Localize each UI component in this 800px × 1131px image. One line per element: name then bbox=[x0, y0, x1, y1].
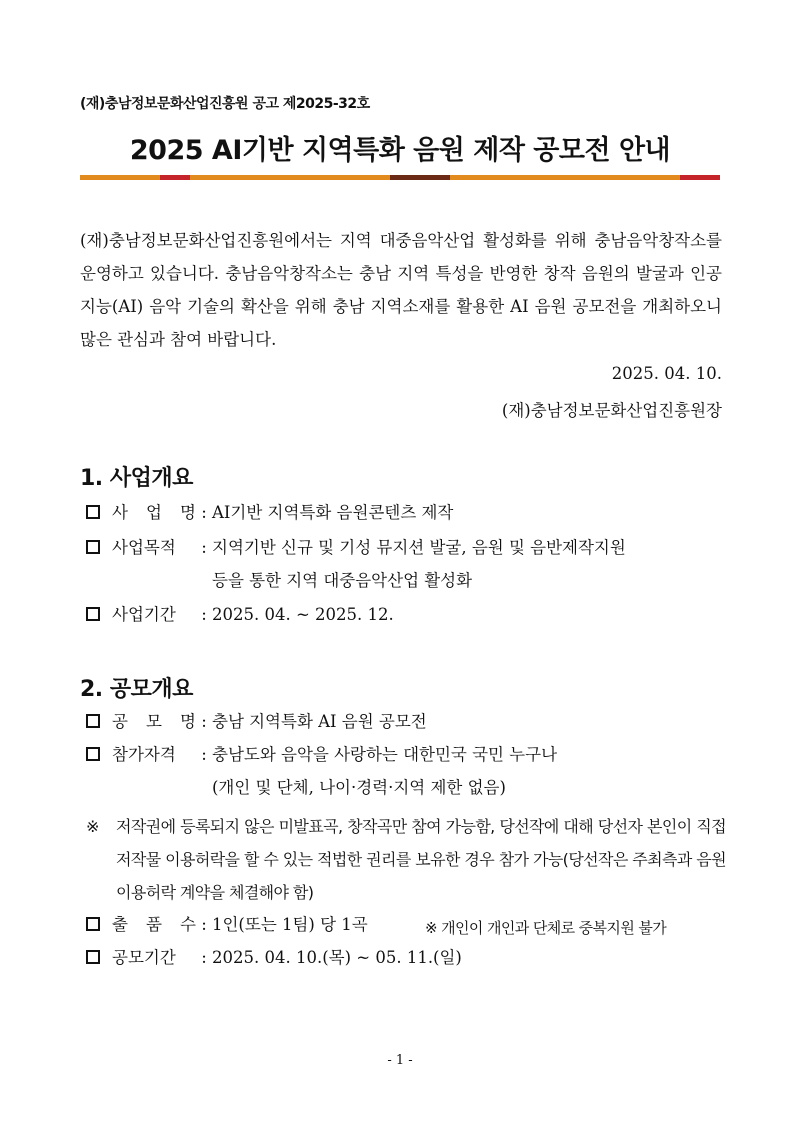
note-text: 저작권에 등록되지 않은 미발표곡, 창작곡만 참여 가능함, 당선작에 대해 당선자 본인이 직접 저작물 이용허락을 할 수 있는 적법한 권리를 보유한 경우 참가 가능(당선작은 주최측과 음원 이용허락 계약을 체결해야 함) bbox=[116, 817, 726, 902]
list-item bbox=[86, 943, 726, 973]
intro-paragraph: (재)충남정보문화산업진흥원에서는 지역 대중음악산업 활성화를 위해 충남음악창작소를 운영하고 있습니다. 충남음악창작소는 충남 지역 특성을 반영한 창작 음원의 발굴과 인공지능(AI) 음악 기술의 확산을 위해 충남 지역소재를 활용한 AI 음원 공모전을 개최하오니 많은 관심과 참여 바랍니다. bbox=[80, 231, 722, 349]
item-label: 공모기간 bbox=[112, 948, 176, 967]
checkbox-square-icon bbox=[86, 917, 100, 931]
rule-segment bbox=[680, 175, 720, 180]
item-label: 사 업 명 bbox=[112, 503, 196, 522]
note-mark: ※ bbox=[86, 817, 99, 836]
item-value-continued: 등을 통한 지역 대중음악산업 활성화 bbox=[212, 571, 473, 590]
checkbox-square-icon bbox=[86, 747, 100, 761]
item-label: 참가자격 bbox=[112, 745, 176, 764]
list-item bbox=[86, 498, 726, 528]
checkbox-square-icon bbox=[86, 540, 100, 554]
item-value: 충남 지역특화 AI 음원 공모전 bbox=[212, 712, 427, 731]
issuer-name: (재)충남정보문화산업진흥원장 bbox=[501, 401, 722, 420]
colon: : bbox=[201, 915, 207, 934]
notice-number: (재)충남정보문화산업진흥원 공고 제2025-32호 bbox=[80, 96, 370, 112]
document-title: 2025 AI기반 지역특화 음원 제작 공모전 안내 bbox=[129, 135, 671, 166]
item-label: 사업목적 bbox=[112, 538, 176, 557]
checkbox-square-icon bbox=[86, 714, 100, 728]
list-item bbox=[86, 600, 726, 630]
colon: : bbox=[201, 745, 207, 764]
item-value: 충남도와 음악을 사랑하는 대한민국 국민 누구나 bbox=[212, 745, 558, 764]
rule-segment bbox=[190, 175, 390, 180]
copyright-note bbox=[86, 810, 726, 909]
colon: : bbox=[201, 712, 207, 731]
colon: : bbox=[201, 538, 207, 557]
item-label: 공 모 명 bbox=[112, 712, 196, 731]
item-label: 사업기간 bbox=[112, 605, 176, 624]
rule-segment bbox=[80, 175, 160, 180]
title-underline bbox=[80, 175, 720, 180]
checkbox-square-icon bbox=[86, 607, 100, 621]
duplicate-entry-note: ※ 개인이 개인과 단체로 중복지원 불가 bbox=[425, 919, 667, 937]
item-value-continued: (개인 및 단체, 나이·경력·지역 제한 없음) bbox=[212, 778, 506, 797]
colon: : bbox=[201, 503, 207, 522]
checkbox-square-icon bbox=[86, 950, 100, 964]
list-item bbox=[86, 533, 726, 563]
checkbox-square-icon bbox=[86, 505, 100, 519]
colon: : bbox=[201, 948, 207, 967]
announcement-date: 2025. 04. 10. bbox=[611, 364, 722, 383]
item-value: AI기반 지역특화 음원콘텐츠 제작 bbox=[212, 503, 454, 522]
list-item bbox=[86, 740, 726, 770]
rule-segment bbox=[390, 175, 450, 180]
intro-section bbox=[80, 224, 722, 356]
item-label: 출 품 수 bbox=[112, 915, 196, 934]
list-item bbox=[86, 707, 726, 737]
section-heading-contest: 2. 공모개요 bbox=[80, 677, 193, 702]
item-value: 2025. 04. 10.(목) ~ 05. 11.(일) bbox=[212, 948, 462, 967]
item-value: 1인(또는 1팀) 당 1곡 bbox=[212, 915, 368, 934]
rule-segment bbox=[160, 175, 190, 180]
colon: : bbox=[201, 605, 207, 624]
page-number: - 1 - bbox=[387, 1053, 413, 1068]
rule-segment bbox=[450, 175, 680, 180]
item-value: 지역기반 신규 및 기성 뮤지션 발굴, 음원 및 음반제작지원 bbox=[212, 538, 626, 557]
item-value: 2025. 04. ~ 2025. 12. bbox=[212, 605, 394, 624]
section-heading-overview: 1. 사업개요 bbox=[80, 466, 193, 491]
